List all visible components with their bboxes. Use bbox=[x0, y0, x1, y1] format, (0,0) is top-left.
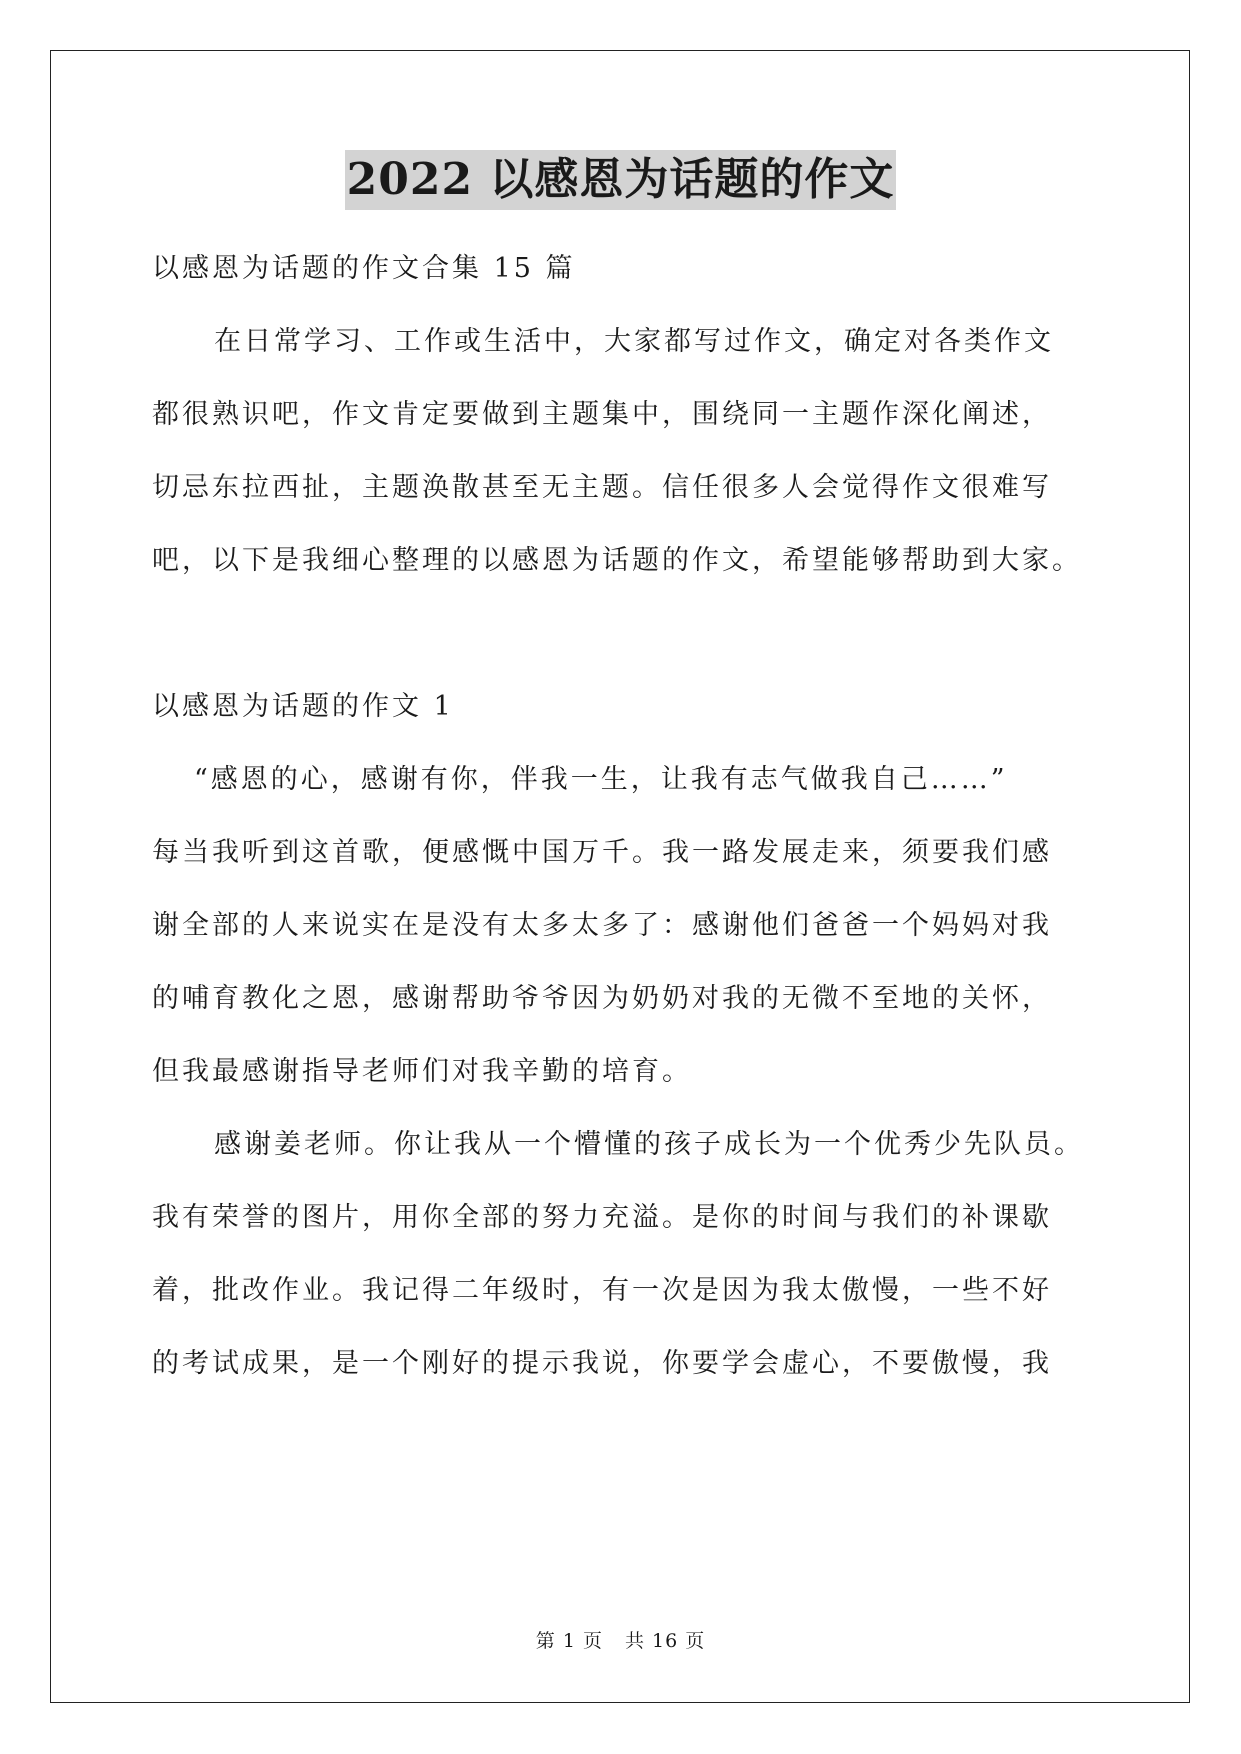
paragraph-line: “感恩的心，感谢有你，伴我一生，让我有志气做我自己……” bbox=[194, 764, 1008, 795]
document-title: 2022 以感恩为话题的作文 bbox=[345, 150, 897, 210]
page-number: 第 1 页 bbox=[535, 1630, 603, 1652]
section-heading: 以感恩为话题的作文 1 bbox=[152, 691, 454, 722]
page-total: 共 16 页 bbox=[624, 1630, 706, 1652]
paragraph-line: 我有荣誉的图片，用你全部的努力充溢。是你的时间与我们的补课歇 bbox=[152, 1202, 1052, 1233]
paragraph-line: 每当我听到这首歌，便感慨中国万千。我一路发展走来，须要我们感 bbox=[152, 837, 1052, 868]
paragraph-line: 但我最感谢指导老师们对我辛勤的培育。 bbox=[152, 1056, 692, 1087]
paragraph-gap bbox=[152, 597, 1097, 670]
intro-line: 都很熟识吧，作文肯定要做到主题集中，围绕同一主题作深化阐述， bbox=[152, 399, 1052, 430]
intro-line: 切忌东拉西扯，主题涣散甚至无主题。信任很多人会觉得作文很难写 bbox=[152, 472, 1052, 503]
paragraph-line: 谢全部的人来说实在是没有太多太多了：感谢他们爸爸一个妈妈对我 bbox=[152, 910, 1052, 941]
title-container bbox=[0, 150, 1241, 210]
intro-line: 在日常学习、工作或生活中，大家都写过作文，确定对各类作文 bbox=[214, 326, 1054, 357]
paragraph-line: 着，批改作业。我记得二年级时，有一次是因为我太傲慢，一些不好 bbox=[152, 1275, 1052, 1306]
paragraph-line: 的考试成果，是一个刚好的提示我说，你要学会虚心，不要傲慢，我 bbox=[152, 1348, 1052, 1379]
paragraph-line: 感谢姜老师。你让我从一个懵懂的孩子成长为一个优秀少先队员。 bbox=[214, 1129, 1084, 1160]
paragraph-line: 的哺育教化之恩，感谢帮助爷爷因为奶奶对我的无微不至地的关怀， bbox=[152, 983, 1052, 1014]
document-subtitle: 以感恩为话题的作文合集 15 篇 bbox=[152, 253, 576, 284]
document-body bbox=[152, 232, 1097, 1400]
page-footer bbox=[0, 1626, 1241, 1653]
intro-line: 吧，以下是我细心整理的以感恩为话题的作文，希望能够帮助到大家。 bbox=[152, 545, 1082, 576]
